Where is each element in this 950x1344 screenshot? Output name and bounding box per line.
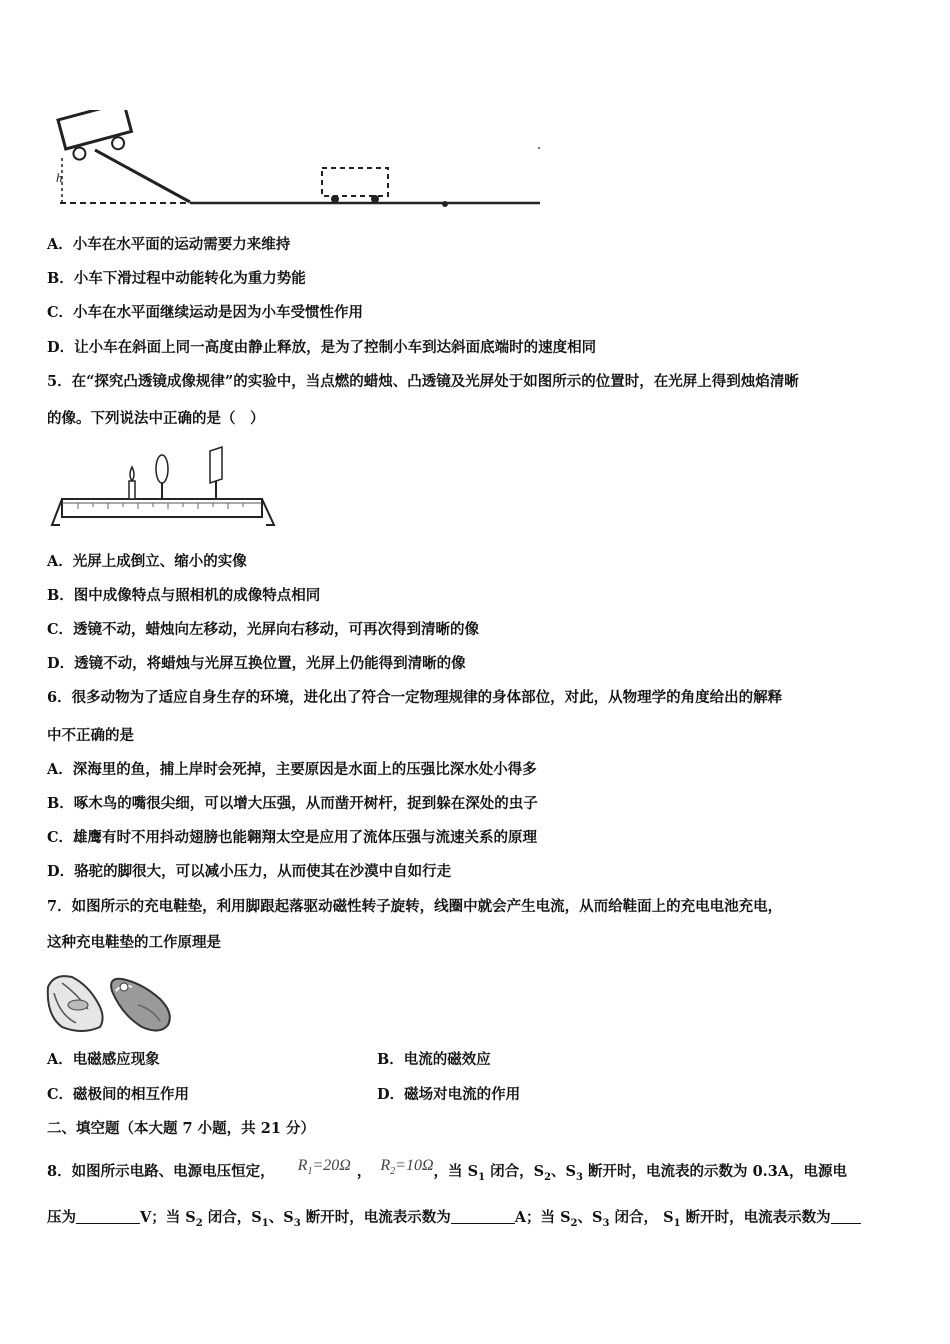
q4-option-c: C．小车在水平面继续运动是因为小车受惯性作用: [47, 304, 364, 321]
q7-stem-line1: 7．如图所示的充电鞋垫，利用脚跟起落驱动磁性转子旋转，线圈中就会产生电流，从而给鞋面上的充电电池充电，: [47, 898, 783, 915]
q4-option-b: B．小车下滑过程中动能转化为重力势能: [47, 270, 306, 287]
q5-option-a: A．光屏上成倒立、缩小的实像: [47, 553, 247, 570]
q7-option-b: B．电流的磁效应: [377, 1051, 491, 1068]
q7-stem-line2: 这种充电鞋垫的工作原理是: [47, 934, 221, 951]
optical-bench-figure: [48, 445, 288, 535]
q5-stem-line1: 5．在“探究凸透镜成像规律”的实验中，当点燃的蜡烛、凸透镜及光屏处于如图所示的位置时，在光屏上得到烛焰清晰: [47, 373, 799, 390]
r2-formula: $R_2=10\Omega$: [380, 1157, 434, 1178]
q7-option-a: A．电磁感应现象: [47, 1051, 160, 1068]
q7-option-d: D．磁场对电流的作用: [377, 1086, 521, 1103]
q5-option-d: D．透镜不动，将蜡烛与光屏互换位置，光屏上仍能得到清晰的像: [47, 655, 466, 672]
q7-option-c: C．磁极间的相互作用: [47, 1086, 190, 1103]
section-2-title: 二、填空题（本大题 7 小题，共 21 分）: [47, 1120, 315, 1137]
q6-stem-line1: 6．很多动物为了适应自身生存的环境，进化出了符合一定物理规律的身体部位，对此，从物理学的角度给出的解释: [47, 689, 783, 706]
q5-option-b: B．图中成像特点与照相机的成像特点相同: [47, 587, 321, 604]
q8-line2: 压为 V；当 $S_2$ 闭合，$S_1$、$S_3$ 断开时，电流表示数为 A；当 $S_2$、$S_3$ 闭合， $S_1$ 断开时，电流表示数为: [47, 1208, 861, 1234]
q6-option-a: A．深海里的鱼，捕上岸时会死掉，主要原因是水面上的压强比深水处小得多: [47, 761, 537, 778]
q5-option-c: C．透镜不动，蜡烛向左移动，光屏向右移动，可再次得到清晰的像: [47, 621, 480, 638]
q5-stem-line2: 的像。下列说法中正确的是（ ）: [47, 410, 265, 427]
answer-blank-voltage[interactable]: [76, 1209, 140, 1224]
r1-formula: $R_1=20\Omega$: [297, 1157, 351, 1178]
answer-blank-current-1[interactable]: [451, 1209, 515, 1224]
charging-insole-figure: [42, 965, 182, 1040]
q6-option-b: B．啄木鸟的嘴很尖细，可以增大压强，从而凿开树杆，捉到躲在深处的虫子: [47, 795, 538, 812]
q6-option-d: D．骆驼的脚很大，可以减小压力，从而使其在沙漠中自如行走: [47, 863, 452, 880]
q8-prefix: 8．如图所示电路、电源电压恒定，: [47, 1163, 275, 1180]
q6-stem-line2: 中不正确的是: [47, 727, 134, 744]
q4-option-a: A．小车在水平面的运动需要力来维持: [47, 236, 291, 253]
q6-option-c: C．雄鹰有时不用抖动翅膀也能翱翔太空是应用了流体压强与流速关系的原理: [47, 829, 538, 846]
answer-blank-current-2[interactable]: [831, 1209, 861, 1224]
cart-slope-figure: [50, 110, 550, 210]
q8-line1: 8．如图所示电路、电源电压恒定， $R_1=20\Omega$ ， $R_2=10\Omega$，当 $S_1$ 闭合，$S_2$、$S_3$ 断开时，电流表的示数为 0.3A，电源电: [47, 1157, 848, 1183]
q4-option-d: D．让小车在斜面上同一高度由静止释放，是为了控制小车到达斜面底端时的速度相同: [47, 339, 597, 356]
svg-text:h: h: [56, 170, 63, 185]
